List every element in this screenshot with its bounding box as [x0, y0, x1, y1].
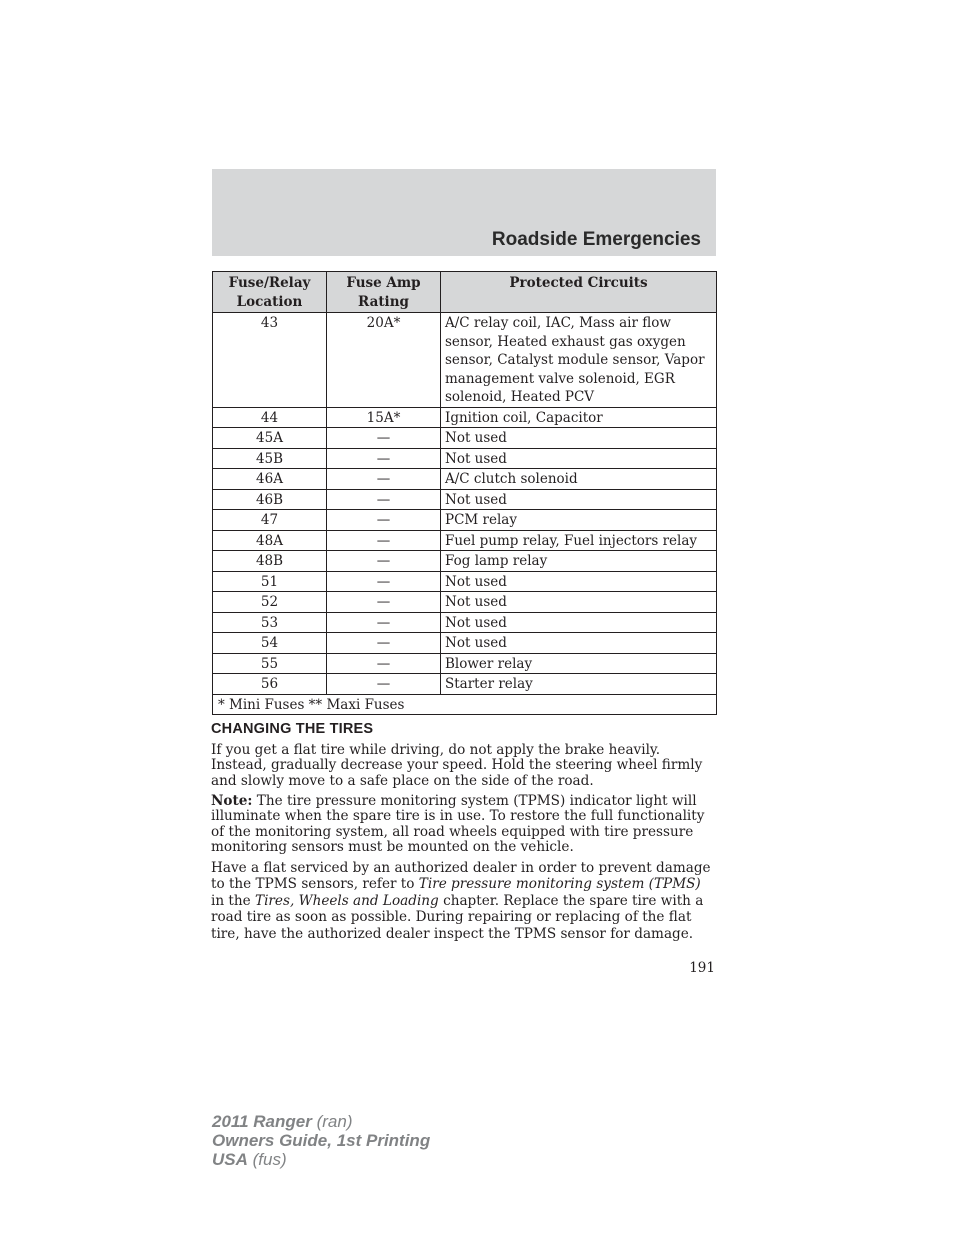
- cell-circuits: A/C relay coil, IAC, Mass air flow sensor, Heated exhaust gas oxygen sensor, Catalyst module sensor, Vapor management valve solenoid, EGR solenoid, Heated PCV: [441, 313, 717, 408]
- fuse-table: [212, 271, 717, 715]
- cell-circuits: Ignition coil, Capacitor: [441, 407, 717, 428]
- chapter-reference: Tires, Wheels and Loading: [255, 892, 439, 909]
- table-row: [213, 469, 717, 490]
- cell-circuits: Not used: [441, 489, 717, 510]
- table-row: [213, 571, 717, 592]
- column-header-rating-line2: Rating: [358, 293, 409, 310]
- cell-circuits: Not used: [441, 612, 717, 633]
- cell-rating: —: [327, 612, 441, 633]
- paragraph-note: [211, 794, 717, 855]
- page-number: 191: [689, 960, 715, 976]
- paragraph-tpms-service: [211, 860, 717, 942]
- footer-model-code: (ran): [316, 1112, 353, 1131]
- cell-circuits: A/C clutch solenoid: [441, 469, 717, 490]
- paragraph3-part-c: chapter. Replace the spare tire with a road tire as soon as possible. During repairing or replacing of the flat tire, have the authorized dealer inspect the TPMS sensor for damage.: [211, 892, 704, 942]
- cell-rating: —: [327, 469, 441, 490]
- cell-location: 55: [213, 653, 327, 674]
- footer-market: USA: [212, 1150, 248, 1169]
- column-header-location-line1: Fuse/Relay: [228, 275, 311, 291]
- column-header-location: [213, 272, 327, 313]
- column-header-location-line2: Location: [236, 293, 303, 310]
- fuse-table-body: [213, 313, 717, 695]
- cell-location: 44: [213, 407, 327, 428]
- cell-rating: —: [327, 428, 441, 449]
- section-heading: CHANGING THE TIRES: [211, 721, 374, 737]
- cell-rating: 20A*: [327, 313, 441, 408]
- cell-circuits: Blower relay: [441, 653, 717, 674]
- note-label: Note:: [211, 793, 253, 809]
- section-title: Roadside Emergencies: [491, 229, 701, 250]
- footer-guide-line: Owners Guide, 1st Printing: [212, 1131, 431, 1150]
- table-row: [213, 551, 717, 572]
- tpms-reference: Tire pressure monitoring system (TPMS): [418, 876, 701, 893]
- cell-circuits: Not used: [441, 592, 717, 613]
- cell-rating: —: [327, 571, 441, 592]
- cell-location: 53: [213, 612, 327, 633]
- table-footnote-row: [213, 694, 717, 715]
- table-row: [213, 633, 717, 654]
- footer-model-line: [212, 1112, 430, 1131]
- table-row: [213, 313, 717, 408]
- cell-rating: —: [327, 448, 441, 469]
- cell-rating: —: [327, 633, 441, 654]
- cell-rating: 15A*: [327, 407, 441, 428]
- cell-location: 45A: [213, 428, 327, 449]
- cell-circuits: Not used: [441, 633, 717, 654]
- paragraph3-part-a: Have a flat serviced by an authorized dealer in order to prevent damage to the TPMS sensors, refer to: [211, 860, 711, 893]
- table-row: [213, 653, 717, 674]
- table-row: [213, 489, 717, 510]
- table-row: [213, 612, 717, 633]
- cell-circuits: Fuel pump relay, Fuel injectors relay: [441, 530, 717, 551]
- column-header-circuits-line1: Protected Circuits: [509, 275, 648, 291]
- column-header-rating: [327, 272, 441, 313]
- table-row: [213, 448, 717, 469]
- cell-rating: —: [327, 510, 441, 531]
- cell-rating: —: [327, 489, 441, 510]
- table-footnote: * Mini Fuses ** Maxi Fuses: [213, 694, 717, 715]
- cell-location: 56: [213, 674, 327, 695]
- table-row: [213, 592, 717, 613]
- cell-rating: —: [327, 551, 441, 572]
- footer-model: 2011 Ranger: [212, 1112, 312, 1131]
- cell-circuits: Not used: [441, 571, 717, 592]
- footer-market-code: (fus): [252, 1150, 287, 1169]
- cell-location: 48A: [213, 530, 327, 551]
- cell-rating: —: [327, 653, 441, 674]
- header-band: [212, 169, 716, 256]
- table-row: [213, 510, 717, 531]
- cell-circuits: Fog lamp relay: [441, 551, 717, 572]
- paragraph3-part-b: in the: [211, 892, 256, 909]
- cell-location: 52: [213, 592, 327, 613]
- cell-circuits: Starter relay: [441, 674, 717, 695]
- cell-location: 47: [213, 510, 327, 531]
- cell-rating: —: [327, 530, 441, 551]
- footer: [212, 1112, 430, 1169]
- cell-circuits: PCM relay: [441, 510, 717, 531]
- footer-market-line: [212, 1150, 430, 1169]
- cell-location: 46A: [213, 469, 327, 490]
- table-header-row: [213, 272, 717, 313]
- cell-rating: —: [327, 674, 441, 695]
- cell-location: 46B: [213, 489, 327, 510]
- cell-location: 54: [213, 633, 327, 654]
- note-text: The tire pressure monitoring system (TPMS) indicator light will illuminate when the spare tire is in use. To restore the full functionality of the monitoring system, all road wheels equipped with tire pressure monitoring sensors must be mounted on the vehicle.: [211, 793, 705, 855]
- cell-circuits: Not used: [441, 428, 717, 449]
- table-row: [213, 530, 717, 551]
- table-row: [213, 674, 717, 695]
- paragraph-flat-tire: If you get a flat tire while driving, do not apply the brake heavily. Instead, gradually decrease your speed. Hold the steering wheel firmly and slowly move to a safe place on the side of the road.: [211, 742, 703, 789]
- cell-circuits: Not used: [441, 448, 717, 469]
- cell-location: 51: [213, 571, 327, 592]
- table-row: [213, 428, 717, 449]
- column-header-circuits: [441, 272, 717, 313]
- cell-location: 43: [213, 313, 327, 408]
- cell-rating: —: [327, 592, 441, 613]
- cell-location: 45B: [213, 448, 327, 469]
- column-header-rating-line1: Fuse Amp: [346, 275, 421, 291]
- cell-location: 48B: [213, 551, 327, 572]
- table-row: [213, 407, 717, 428]
